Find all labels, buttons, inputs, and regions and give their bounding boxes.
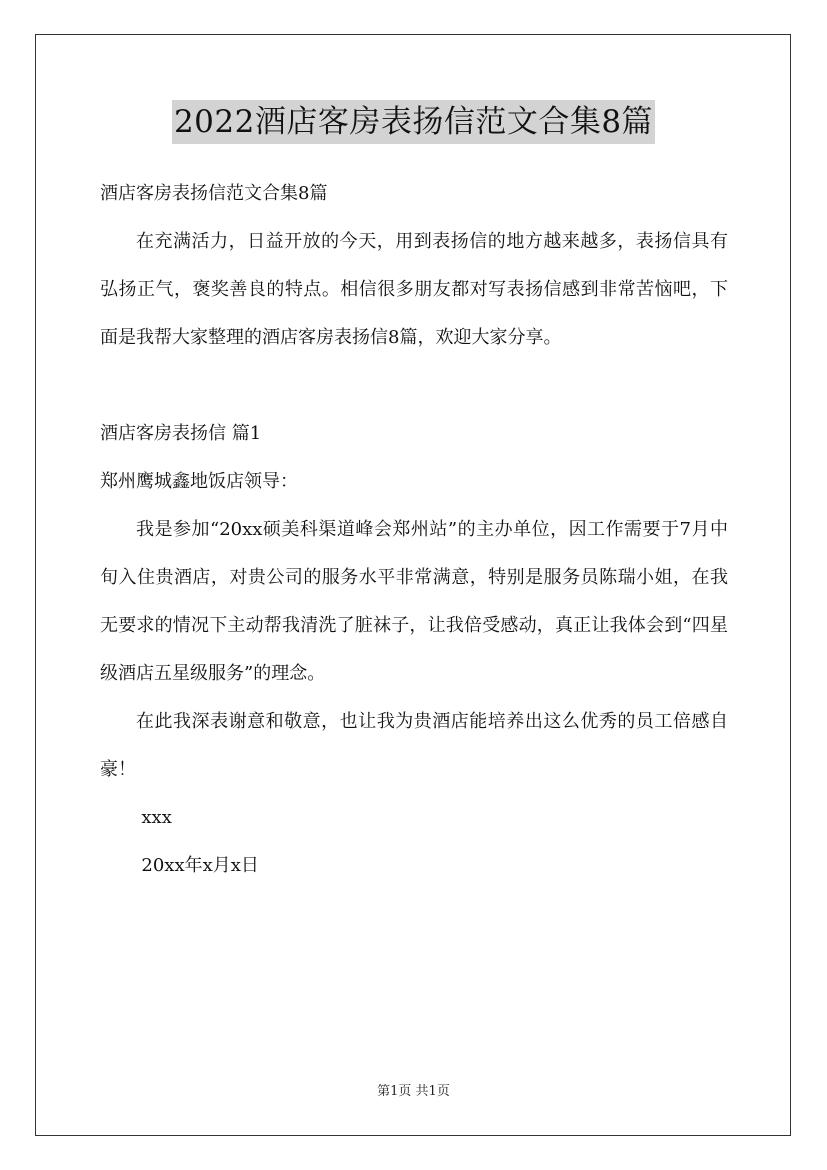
document-title: 2022酒店客房表扬信范文合集8篇 bbox=[172, 100, 655, 144]
letter-date: 20xx年x月x日 bbox=[141, 855, 259, 876]
title-container bbox=[0, 100, 827, 144]
document-subtitle: 酒店客房表扬信范文合集8篇 bbox=[100, 183, 328, 204]
page-footer: 第1页 共1页 bbox=[377, 1084, 450, 1099]
section-heading: 酒店客房表扬信 篇1 bbox=[100, 423, 262, 444]
document-body bbox=[100, 170, 728, 890]
intro-paragraph: 在充满活力，日益开放的今天，用到表扬信的地方越来越多，表扬信具有弘扬正气，褒奖善良的特点。相信很多朋友都对写表扬信感到非常苦恼吧，下面是我帮大家整理的酒店客房表扬信8篇，欢迎大家分享。 bbox=[100, 231, 728, 348]
letter-salutation: 郑州鹰城鑫地饭店领导： bbox=[100, 471, 298, 492]
letter-body-paragraph-1: 我是参加“20xx硕美科渠道峰会郑州站”的主办单位，因工作需要于7月中旬入住贵酒店，对贵公司的服务水平非常满意，特别是服务员陈瑞小姐，在我无要求的情况下主动帮我清洗了脏袜子，让我倍受感动，真正让我体会到“四星级酒店五星级服务”的理念。 bbox=[100, 519, 728, 684]
letter-signature: xxx bbox=[141, 807, 172, 828]
section-gap bbox=[100, 362, 728, 410]
letter-body-paragraph-2: 在此我深表谢意和敬意，也让我为贵酒店能培养出这么优秀的员工倍感自豪！ bbox=[100, 711, 728, 780]
